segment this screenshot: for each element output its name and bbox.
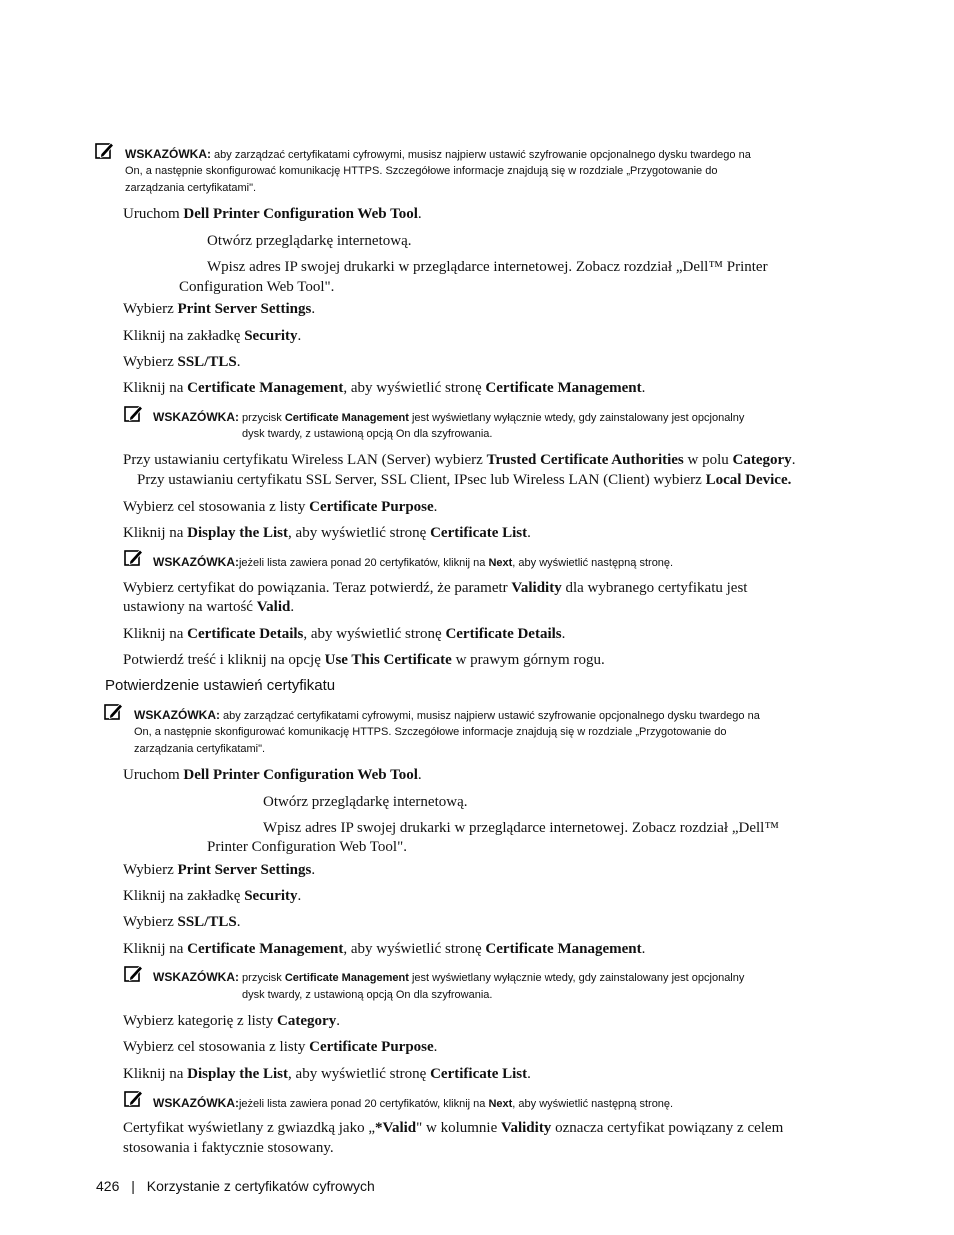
step-select-ssl-tls: Wybierz SSL/TLS. (123, 914, 241, 930)
step-select-certificate: Wybierz certyfikat do powiązania. Teraz potwierdź, że parametr Validity dla wybranego certyfikatu jest (123, 580, 748, 596)
pencil-note-icon (124, 964, 143, 983)
pencil-note-icon (95, 141, 114, 160)
step-certificate-purpose: Wybierz cel stosowania z listy Certificate Purpose. (123, 1039, 438, 1055)
pencil-note-icon (104, 702, 123, 721)
note-label: WSKAZÓWKA: (125, 147, 211, 161)
step-launch-web-tool: Uruchom Dell Printer Configuration Web Tool. (123, 767, 422, 783)
substep-open-browser: Otwórz przeglądarkę internetową. (207, 233, 412, 249)
step-valid-certificate-explanation: Certyfikat wyświetlany z gwiazdką jako „*Valid" w kolumnie Validity oznacza certyfikat powiązany z celem (123, 1120, 784, 1136)
step-certificate-details: Kliknij na Certificate Details, aby wyświetlić stronę Certificate Details. (123, 626, 566, 642)
step-display-the-list: Kliknij na Display the List, aby wyświetlić stronę Certificate List. (123, 525, 531, 541)
substep-open-browser: Otwórz przeglądarkę internetową. (263, 794, 468, 810)
step-certificate-management: Kliknij na Certificate Management, aby wyświetlić stronę Certificate Management. (123, 380, 646, 396)
step-certificate-management: Kliknij na Certificate Management, aby wyświetlić stronę Certificate Management. (123, 941, 646, 957)
step-use-this-certificate: Potwierdź treść i kliknij na opcję Use This Certificate w prawym górnym rogu. (123, 652, 605, 668)
step-launch-web-tool: Uruchom Dell Printer Configuration Web Tool. (123, 206, 422, 222)
pencil-note-icon (124, 404, 143, 423)
substep-enter-ip: Wpisz adres IP swojej drukarki w przeglądarce internetowej. Zobacz rozdział „Dell™ Printer (207, 259, 768, 275)
note-certificate-management-button: WSKAZÓWKA: przycisk Certificate Management jest wyświetlany wyłącznie wtedy, gdy zainstalowany jest opcjonalny (153, 410, 745, 424)
step-security-tab: Kliknij na zakładkę Security. (123, 888, 302, 904)
note-next-page: WSKAZÓWKA:jeżeli lista zawiera ponad 20 certyfikatów, kliknij na Next, aby wyświetlić następną stronę. (153, 555, 674, 569)
step-select-category: Wybierz kategorię z listy Category. (123, 1013, 340, 1029)
step-display-the-list: Kliknij na Display the List, aby wyświetlić stronę Certificate List. (123, 1066, 531, 1082)
step-certificate-purpose: Wybierz cel stosowania z listy Certificate Purpose. (123, 499, 438, 515)
step-wireless-lan-server: Przy ustawianiu certyfikatu Wireless LAN (Server) wybierz Trusted Certificate Authorities w polu Category. (123, 452, 796, 468)
note-next-page: WSKAZÓWKA:jeżeli lista zawiera ponad 20 certyfikatów, kliknij na Next, aby wyświetlić następną stronę. (153, 1096, 674, 1110)
page-number: 426 (96, 1178, 120, 1194)
step-select-print-server-settings: Wybierz Print Server Settings. (123, 862, 316, 878)
pencil-note-icon (124, 1089, 143, 1108)
step-local-device: Przy ustawianiu certyfikatu SSL Server, SSL Client, IPsec lub Wireless LAN (Client) wybierz Local Device. (137, 472, 792, 488)
note-hdd-encryption-2: WSKAZÓWKA: aby zarządzać certyfikatami cyfrowymi, musisz najpierw ustawić szyfrowanie opcjonalnego dysku twardego na (134, 708, 760, 722)
substep-enter-ip: Wpisz adres IP swojej drukarki w przeglądarce internetowej. Zobacz rozdział „Dell™ (263, 820, 780, 836)
step-security-tab: Kliknij na zakładkę Security. (123, 328, 302, 344)
step-select-print-server-settings: Wybierz Print Server Settings. (123, 301, 316, 317)
note-hdd-encryption-1: WSKAZÓWKA: aby zarządzać certyfikatami cyfrowymi, musisz najpierw ustawić szyfrowanie opcjonalnego dysku twardego na (125, 147, 751, 161)
step-select-ssl-tls: Wybierz SSL/TLS. (123, 354, 241, 370)
note-certificate-management-button: WSKAZÓWKA: przycisk Certificate Management jest wyświetlany wyłącznie wtedy, gdy zainstalowany jest opcjonalny (153, 970, 745, 984)
section-heading: Potwierdzenie ustawień certyfikatu (105, 677, 336, 694)
chapter-title: Korzystanie z certyfikatów cyfrowych (146, 1178, 375, 1194)
footer-separator: | (131, 1178, 135, 1194)
page-footer (96, 1178, 375, 1194)
pencil-note-icon (124, 548, 143, 567)
